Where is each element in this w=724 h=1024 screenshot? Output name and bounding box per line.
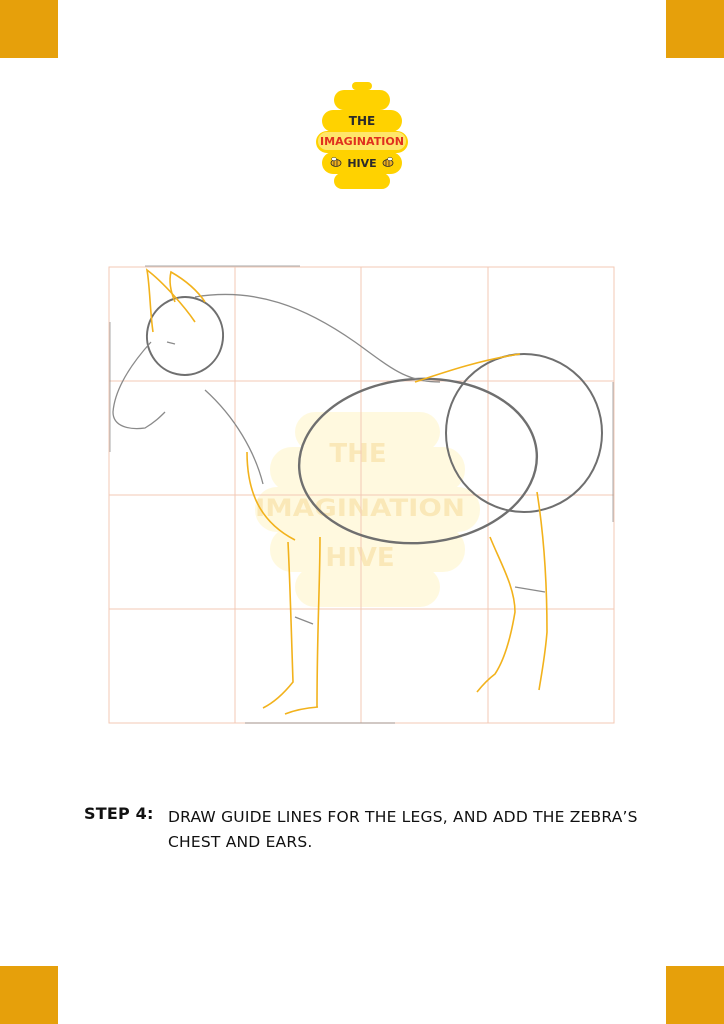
corner-decoration-bottom-left bbox=[0, 966, 58, 1024]
logo-line-hive: HIVE bbox=[347, 157, 377, 170]
watermark-line-hive: HIVE bbox=[325, 543, 395, 573]
zebra-step-drawing bbox=[105, 262, 619, 728]
imagination-hive-logo bbox=[312, 80, 412, 192]
step-instruction-text: DRAW GUIDE LINES FOR THE LEGS, AND ADD THE ZEBRA’S CHEST AND EARS. bbox=[168, 808, 638, 851]
logo-line-the: THE bbox=[348, 114, 376, 128]
watermark-line-imagination: IMAGINATION bbox=[255, 494, 465, 522]
logo-line-imagination: IMAGINATION bbox=[320, 136, 404, 148]
corner-decoration-top-right bbox=[666, 0, 724, 58]
corner-decoration-bottom-right bbox=[666, 966, 724, 1024]
corner-decoration-top-left bbox=[0, 0, 58, 58]
step-number-label: STEP 4: bbox=[84, 804, 154, 823]
watermark-line-the: THE bbox=[329, 439, 387, 469]
